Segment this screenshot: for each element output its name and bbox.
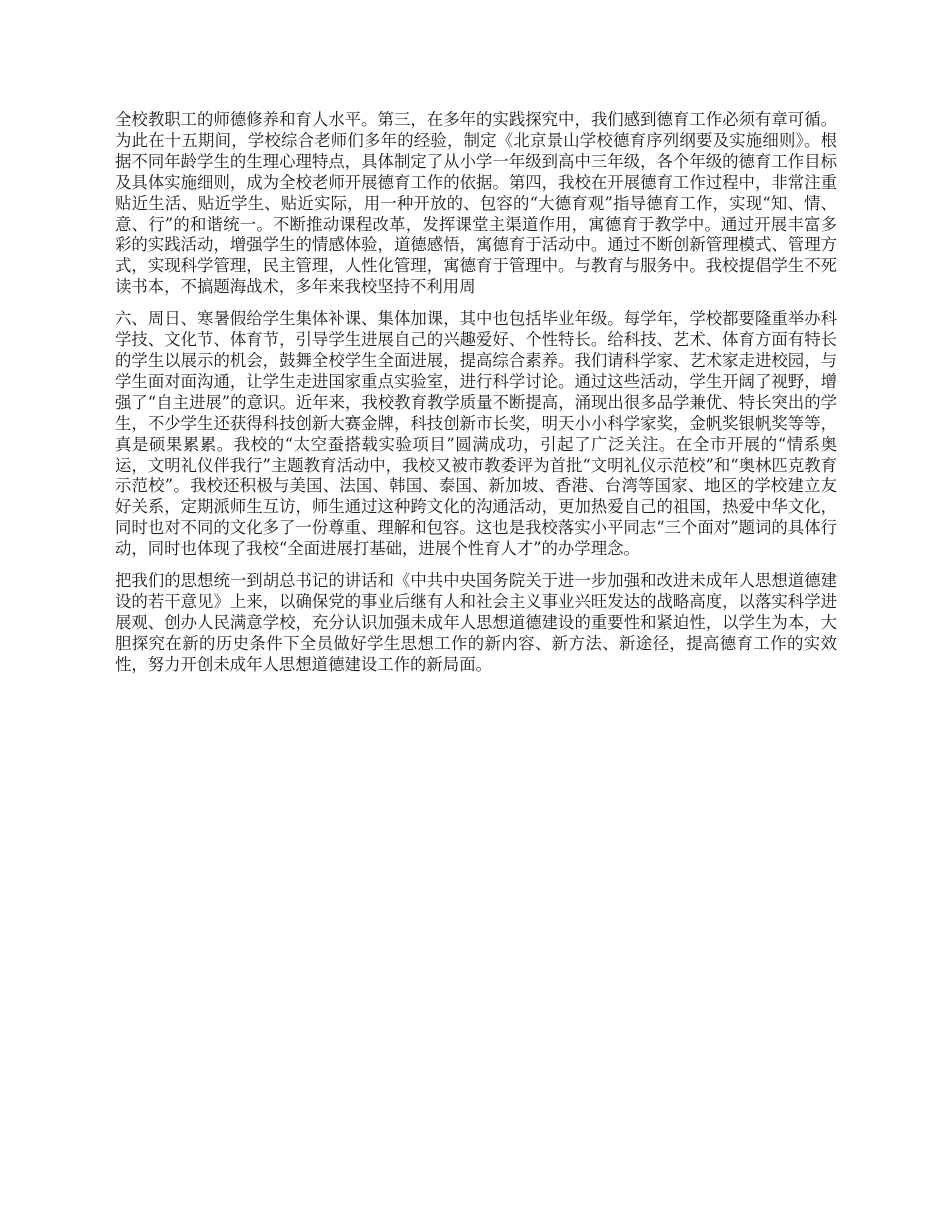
document-body: [115, 110, 837, 676]
paragraph-1: 全校教职工的师德修养和育人水平。第三，在多年的实践探究中，我们感到德育工作必须有章可循。为此在十五期间，学校综合老师们多年的经验，制定《北京景山学校德育序列纲要及实施细则》。根据不同年龄学生的生理心理特点，具体制定了从小学一年级到高中三年级，各个年级的德育工作目标及具体实施细则，成为全校老师开展德育工作的依据。第四，我校在开展德育工作过程中，非常注重贴近生活、贴近学生、贴近实际，用一种开放的、包容的“大德育观”指导德育工作，实现“知、情、意、行”的和谐统一。不断推动课程改革，发挥课堂主渠道作用，寓德育于教学中。通过开展丰富多彩的实践活动，增强学生的情感体验，道德感悟，寓德育于活动中。通过不断创新管理模式、管理方式，实现科学管理，民主管理，人性化管理，寓德育于管理中。与教育与服务中。我校提倡学生不死读书本，不搞题海战术，多年来我校坚持不利用周: [115, 110, 837, 297]
paragraph-2: 六、周日、寒暑假给学生集体补课、集体加课，其中也包括毕业年级。每学年，学校都要隆重举办科学技、文化节、体育节，引导学生进展自己的兴趣爱好、个性特长。给科技、艺术、体育方面有特长的学生以展示的机会，鼓舞全校学生全面进展，提高综合素养。我们请科学家、艺术家走进校园，与学生面对面沟通，让学生走进国家重点实验室，进行科学讨论。通过这些活动，学生开阔了视野，增强了“自主进展”的意识。近年来，我校教育教学质量不断提高，涌现出很多品学兼优、特长突出的学生，不少学生还获得科技创新大赛金牌，科技创新市长奖，明天小小科学家奖，金帆奖银帆奖等等，真是硕果累累。我校的“太空蚕搭载实验项目”圆满成功，引起了广泛关注。在全市开展的“情系奥运，文明礼仪伴我行”主题教育活动中，我校又被市教委评为首批“文明礼仪示范校”和“奥林匹克教育示范校”。我校还积极与美国、法国、韩国、泰国、新加坡、香港、台湾等国家、地区的学校建立友好关系，定期派师生互访，师生通过这种跨文化的沟通活动，更加热爱自己的祖国，热爱中华文化，同时也对不同的文化多了一份尊重、理解和包容。这也是我校落实小平同志“三个面对”题词的具体行动，同时也体现了我校“全面进展打基础，进展个性育人才”的办学理念。: [115, 309, 837, 559]
paragraph-3: 把我们的思想统一到胡总书记的讲话和《中共中央国务院关于进一步加强和改进未成年人思想道德建设的若干意见》上来，以确保党的事业后继有人和社会主义事业兴旺发达的战略高度，以落实科学进展观、创办人民满意学校，充分认识加强未成年人思想道德建设的重要性和紧迫性，以学生为本，大胆探究在新的历史条件下全员做好学生思想工作的新内容、新方法、新途径，提高德育工作的实效性，努力开创未成年人思想道德建设工作的新局面。: [115, 571, 837, 674]
